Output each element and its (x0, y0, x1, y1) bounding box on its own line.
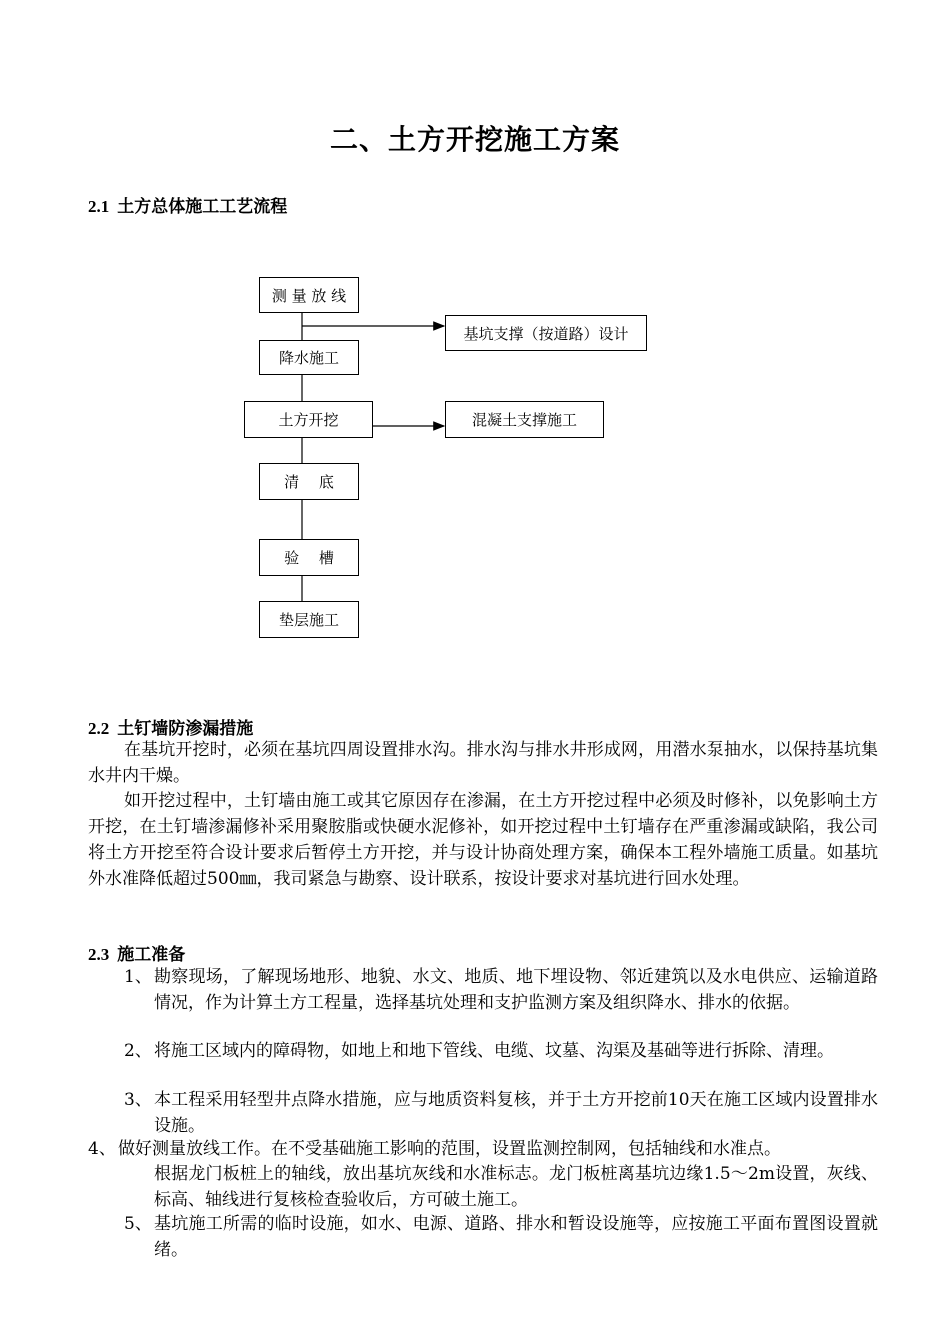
section-number: 2.2 (88, 719, 110, 738)
list-item-label: 2、 (124, 1041, 152, 1061)
flow-side-concrete-support: 混凝土支撑施工 (445, 401, 604, 438)
list-item (124, 1038, 878, 1064)
flow-step-excavation: 土方开挖 (244, 401, 373, 438)
section-title: 土方总体施工工艺流程 (117, 197, 288, 217)
section-number: 2.1 (88, 197, 110, 216)
list-item-text: 本工程采用轻型井点降水措施，应与地质资料复核，并于土方开挖前10天在施工区域内设置排水设施。 (154, 1090, 878, 1136)
list-item (154, 1161, 878, 1213)
list-item-text: 勘察现场，了解现场地形、地貌、水文、地质、地下埋设物、邻近建筑以及水电供应、运输道路情况，作为计算土方工程量，选择基坑处理和支护监测方案及组织降水、排水的依据。 (154, 967, 878, 1013)
page-title: 二、土方开挖施工方案 (329, 123, 620, 156)
list-item-label: 5、 (124, 1214, 152, 1234)
list-item (124, 1211, 878, 1263)
list-item (124, 1087, 878, 1139)
list-item-text: 做好测量放线工作。在不受基础施工影响的范围，设置监测控制网，包括轴线和水准点。 (118, 1139, 781, 1159)
list-item-label: 1、 (124, 967, 152, 987)
paragraph: 如开挖过程中，土钉墙由施工或其它原因存在渗漏，在土方开挖过程中必须及时修补，以免影响土方开挖，在土钉墙渗漏修补采用聚胺脂或快硬水泥修补，如开挖过程中土钉墙存在严重渗漏或缺陷，我公司将土方开挖至符合设计要求后暂停土方开挖，并与设计协商处理方案，确保本工程外墙施工质量。如基坑外水准降低超过500㎜，我司紧急与勘察、设计联系，按设计要求对基坑进行回水处理。 (88, 791, 878, 889)
paragraph: 在基坑开挖时，必须在基坑四周设置排水沟。排水沟与排水井形成网，用潜水泵抽水，以保持基坑集水井内干燥。 (88, 740, 878, 786)
flow-side-support-design: 基坑支撑（按道路）设计 (445, 315, 647, 351)
list-item (124, 964, 878, 1016)
flow-step-trench-inspection: 验 槽 (259, 539, 359, 576)
section-title: 土钉墙防渗漏措施 (117, 719, 254, 739)
list-item-text: 将施工区域内的障碍物，如地上和地下管线、电缆、坟墓、沟渠及基础等进行拆除、清理。 (154, 1041, 834, 1061)
flow-step-bottom-cleaning: 清 底 (259, 463, 359, 500)
flow-step-dewatering: 降水施工 (259, 340, 359, 375)
list-item (88, 1136, 878, 1162)
section-title: 施工准备 (117, 945, 186, 965)
section-heading-2-2 (88, 714, 253, 739)
list-item-label: 4、 (88, 1139, 116, 1159)
list-item-text: 基坑施工所需的临时设施，如水、电源、道路、排水和暂设设施等，应按施工平面布置图设置就绪。 (154, 1214, 878, 1260)
section-heading-2-3 (88, 940, 185, 965)
list-item-text: 根据龙门板桩上的轴线，放出基坑灰线和水准标志。龙门板桩离基坑边缘1.5～2m设置，灰线、标高、轴线进行复核检查验收后，方可破土施工。 (154, 1164, 878, 1210)
flow-step-survey: 测 量 放 线 (259, 277, 359, 313)
section-number: 2.3 (88, 945, 110, 964)
flow-step-cushion: 垫层施工 (259, 601, 359, 638)
list-item-label: 3、 (124, 1090, 152, 1110)
